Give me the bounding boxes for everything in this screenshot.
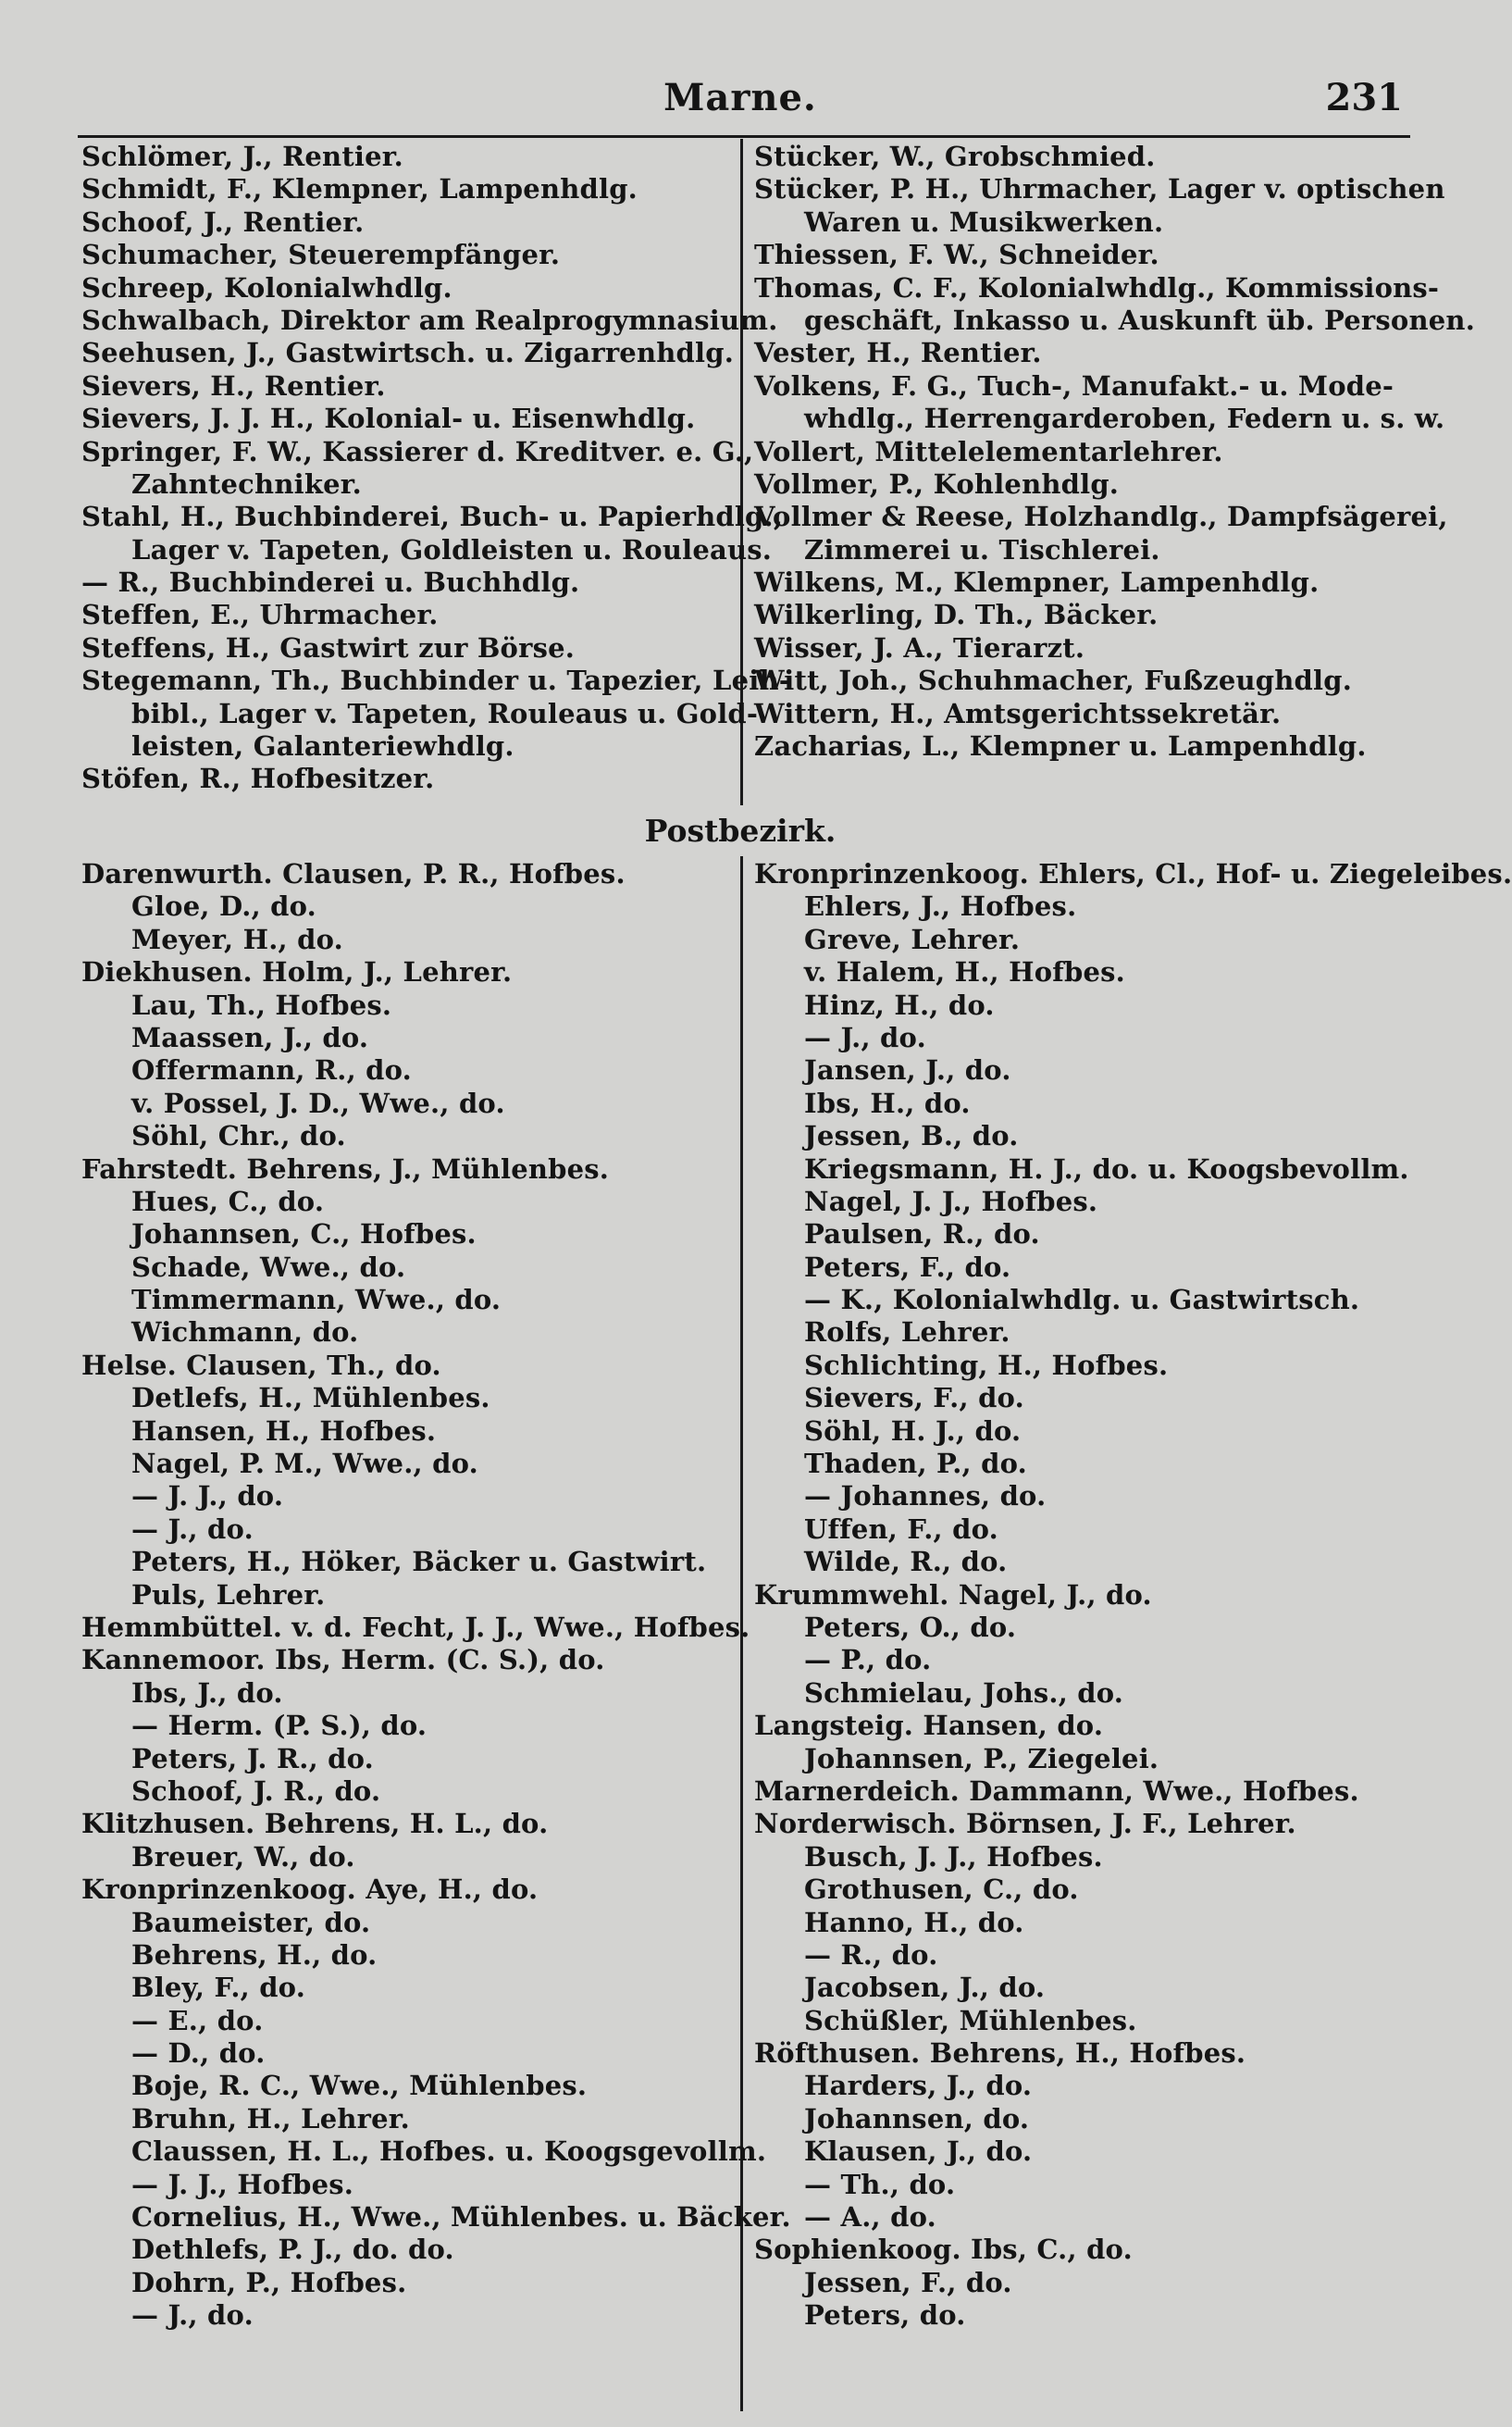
directory-entry: Schwalbach, Direktor am Realprogymnasium.	[81, 304, 778, 336]
directory-entry: — Herm. (P. S.), do.	[131, 1710, 428, 1742]
directory-entry: Stahl, H., Buchbinderei, Buch- u. Papierhdlg.,	[81, 501, 784, 533]
directory-entry: Fahrstedt. Behrens, J., Mühlenbes.	[81, 1152, 610, 1185]
entries-bottom-right	[754, 858, 1512, 2333]
directory-entry: — K., Kolonialwhdlg. u. Gastwirtsch.	[804, 1284, 1360, 1316]
directory-entry: v. Halem, H., Hofbes.	[804, 956, 1125, 989]
directory-entry: Puls, Lehrer.	[131, 1578, 326, 1611]
directory-entry: Schmielau, Johs., do.	[804, 1676, 1124, 1709]
directory-entry: Söhl, H. J., do.	[804, 1414, 1022, 1447]
directory-entry: v. Possel, J. D., Wwe., do.	[131, 1087, 505, 1119]
directory-entry: bibl., Lager v. Tapeten, Rouleaus u. Gold-	[131, 697, 759, 729]
directory-entry: Wilkens, M., Klempner, Lampenhdlg.	[754, 566, 1320, 599]
directory-entry: Peters, F., do.	[804, 1251, 1011, 1283]
directory-entry: Johannsen, P., Ziegelei.	[804, 1742, 1159, 1774]
directory-entry: Röfthusen. Behrens, H., Hofbes.	[754, 2037, 1246, 2070]
directory-entry: Greve, Lehrer.	[804, 923, 1021, 955]
entries-bottom-left	[81, 858, 791, 2333]
directory-entry: Wittern, H., Amtsgerichtssekretär.	[754, 697, 1282, 729]
directory-entry: Zacharias, L., Klempner u. Lampenhdlg.	[754, 730, 1367, 763]
directory-entry: Kronprinzenkoog. Ehlers, Cl., Hof- u. Ziegeleibes.	[754, 858, 1512, 890]
directory-entry: Vollert, Mittelelementarlehrer.	[754, 435, 1223, 467]
directory-entry: Wilde, R., do.	[804, 1546, 1008, 1578]
directory-entry: Zimmerei u. Tischlerei.	[804, 533, 1160, 566]
directory-entry: Hues, C., do.	[131, 1185, 325, 1217]
directory-entry: Zahntechniker.	[131, 467, 362, 500]
directory-entry: Offermann, R., do.	[131, 1054, 412, 1087]
directory-entry: Vollmer & Reese, Holzhandlg., Dampfsägerei,	[754, 501, 1448, 533]
directory-entry: Breuer, W., do.	[131, 1840, 355, 1873]
directory-entry: Schmidt, F., Klempner, Lampenhdlg.	[81, 173, 638, 205]
directory-entry: — R., do.	[804, 1938, 938, 1971]
directory-entry: Krummwehl. Nagel, J., do.	[754, 1578, 1152, 1611]
directory-entry: Seehusen, J., Gastwirtsch. u. Zigarrenhdlg.	[81, 337, 734, 369]
directory-entry: Marnerdeich. Dammann, Wwe., Hofbes.	[754, 1774, 1359, 1807]
page-title: Marne.	[663, 76, 817, 119]
entries-top-left	[81, 141, 791, 796]
directory-entry: Jacobsen, J., do.	[804, 1972, 1046, 2004]
directory-entry: Volkens, F. G., Tuch-, Manufakt.- u. Mode-	[754, 369, 1394, 402]
directory-entry: Baumeister, do.	[131, 1906, 371, 1938]
directory-entry: Kronprinzenkoog. Aye, H., do.	[81, 1873, 539, 1906]
directory-entry: Jansen, J., do.	[804, 1054, 1011, 1087]
directory-entry: Langsteig. Hansen, do.	[754, 1710, 1104, 1742]
directory-entry: Rolfs, Lehrer.	[804, 1316, 1010, 1349]
directory-entry: whdlg., Herrengarderoben, Federn u. s. w.	[804, 403, 1445, 435]
directory-entry: Ehlers, J., Hofbes.	[804, 890, 1077, 923]
directory-entry: Schüßler, Mühlenbes.	[804, 2004, 1137, 2036]
directory-entry: Nagel, P. M., Wwe., do.	[131, 1448, 478, 1480]
directory-entry: Norderwisch. Börnsen, J. F., Lehrer.	[754, 1808, 1296, 1840]
directory-entry: Schoof, J. R., do.	[131, 1774, 381, 1807]
directory-entry: Darenwurth. Clausen, P. R., Hofbes.	[81, 858, 626, 890]
directory-entry: geschäft, Inkasso u. Auskunft üb. Personen.	[804, 304, 1475, 336]
directory-entry: Thomas, C. F., Kolonialwhdlg., Kommissions-	[754, 271, 1440, 304]
section-title: Postbezirk.	[644, 813, 837, 849]
directory-entry: Nagel, J. J., Hofbes.	[804, 1185, 1098, 1217]
directory-entry: Ibs, H., do.	[804, 1087, 971, 1119]
directory-entry: Schade, Wwe., do.	[131, 1251, 406, 1283]
directory-entry: — A., do.	[804, 2201, 936, 2234]
directory-entry: Stöfen, R., Hofbesitzer.	[81, 763, 435, 795]
directory-entry: Grothusen, C., do.	[804, 1873, 1079, 1906]
directory-entry: Sophienkoog. Ibs, C., do.	[754, 2234, 1133, 2266]
directory-entry: Peters, J. R., do.	[131, 1742, 374, 1774]
directory-entry: Timmermann, Wwe., do.	[131, 1284, 502, 1316]
directory-entry: Thiessen, F. W., Schneider.	[754, 239, 1159, 271]
directory-entry: Harders, J., do.	[804, 2070, 1033, 2102]
directory-entry: Klausen, J., do.	[804, 2135, 1033, 2168]
page-header	[0, 76, 1481, 131]
directory-entry: Schlömer, J., Rentier.	[81, 141, 403, 172]
directory-entry: Springer, F. W., Kassierer d. Kreditver. e. G.,	[81, 435, 754, 467]
directory-entry: — Johannes, do.	[804, 1480, 1047, 1512]
directory-entry: Steffen, E., Uhrmacher.	[81, 599, 439, 631]
directory-entry: Lager v. Tapeten, Goldleisten u. Rouleaus.	[131, 533, 773, 566]
page-number: 231	[1325, 76, 1403, 119]
directory-entry: Maassen, J., do.	[131, 1021, 369, 1053]
directory-entry: Dethlefs, P. J., do. do.	[131, 2234, 454, 2266]
directory-entry: Ibs, J., do.	[131, 1676, 283, 1709]
directory-entry: Detlefs, H., Mühlenbes.	[131, 1382, 490, 1414]
directory-entry: — P., do.	[804, 1644, 932, 1676]
directory-entry: — J., do.	[804, 1021, 926, 1053]
directory-entry: Johannsen, do.	[804, 2102, 1030, 2135]
directory-entry: Vester, H., Rentier.	[754, 337, 1042, 369]
directory-entry: Peters, H., Höker, Bäcker u. Gastwirt.	[131, 1546, 707, 1578]
directory-entry: Hemmbüttel. v. d. Fecht, J. J., Wwe., Hofbes.	[81, 1611, 750, 1643]
directory-entry: Behrens, H., do.	[131, 1938, 378, 1971]
directory-entry: — E., do.	[131, 2004, 264, 2036]
directory-entry: Bley, F., do.	[131, 1972, 306, 2004]
directory-entry: Cornelius, H., Wwe., Mühlenbes. u. Bäcker.	[131, 2201, 791, 2234]
directory-entry: Lau, Th., Hofbes.	[131, 989, 392, 1021]
directory-entry: Boje, R. C., Wwe., Mühlenbes.	[131, 2070, 588, 2102]
directory-entry: Schoof, J., Rentier.	[81, 205, 365, 238]
directory-entry: — J., do.	[131, 1512, 254, 1545]
directory-entry: Johannsen, C., Hofbes.	[131, 1218, 477, 1251]
directory-entry: Söhl, Chr., do.	[131, 1120, 346, 1152]
directory-entry: Schlichting, H., Hofbes.	[804, 1349, 1169, 1381]
directory-entry: Uffen, F., do.	[804, 1512, 998, 1545]
directory-entry: Gloe, D., do.	[131, 890, 316, 923]
directory-entry: — J. J., do.	[131, 1480, 284, 1512]
directory-entry: Hansen, H., Hofbes.	[131, 1414, 437, 1447]
directory-entry: Sievers, J. J. H., Kolonial- u. Eisenwhdlg.	[81, 403, 696, 435]
directory-entry: Steffens, H., Gastwirt zur Börse.	[81, 631, 576, 664]
directory-entry: Wichmann, do.	[131, 1316, 359, 1349]
directory-entry: Peters, O., do.	[804, 1611, 1017, 1643]
directory-entry: leisten, Galanteriewhdlg.	[131, 730, 514, 763]
directory-entry: Wilkerling, D. Th., Bäcker.	[754, 599, 1159, 631]
directory-entry: Bruhn, H., Lehrer.	[131, 2102, 410, 2135]
directory-entry: Kannemoor. Ibs, Herm. (C. S.), do.	[81, 1644, 605, 1676]
directory-entry: Stücker, W., Grobschmied.	[754, 141, 1156, 172]
directory-entry: — Th., do.	[804, 2168, 956, 2200]
directory-entry: Jessen, B., do.	[804, 1120, 1019, 1152]
directory-entry: Sievers, H., Rentier.	[81, 369, 386, 402]
directory-entry: Dohrn, P., Hofbes.	[131, 2266, 407, 2298]
directory-entry: Waren u. Musikwerken.	[804, 205, 1164, 238]
directory-entry: Klitzhusen. Behrens, H. L., do.	[81, 1808, 549, 1840]
directory-entry: Wisser, J. A., Tierarzt.	[754, 631, 1085, 664]
directory-entry: — J., do.	[131, 2299, 254, 2332]
directory-entry: Hinz, H., do.	[804, 989, 995, 1021]
directory-entry: Paulsen, R., do.	[804, 1218, 1040, 1251]
directory-entry: Schumacher, Steuerempfänger.	[81, 239, 561, 271]
directory-entry: Helse. Clausen, Th., do.	[81, 1349, 441, 1381]
directory-entry: — J. J., Hofbes.	[131, 2168, 354, 2200]
directory-entry: Diekhusen. Holm, J., Lehrer.	[81, 956, 513, 989]
directory-entry: Schreep, Kolonialwhdlg.	[81, 271, 452, 304]
directory-entry: Witt, Joh., Schuhmacher, Fußzeughdlg.	[754, 665, 1353, 697]
directory-entry: Claussen, H. L., Hofbes. u. Koogsgevollm.	[131, 2135, 767, 2168]
directory-entry: Stücker, P. H., Uhrmacher, Lager v. optischen	[754, 173, 1445, 205]
header-rule	[78, 135, 1410, 138]
directory-entry: — D., do.	[131, 2037, 266, 2070]
directory-entry: Stegemann, Th., Buchbinder u. Tapezier, Leih-	[81, 665, 791, 697]
directory-entry: Jessen, F., do.	[804, 2266, 1012, 2298]
entries-top-right	[754, 141, 1475, 763]
directory-entry: Hanno, H., do.	[804, 1906, 1024, 1938]
directory-entry: Sievers, F., do.	[804, 1382, 1024, 1414]
directory-entry: Peters, do.	[804, 2299, 966, 2332]
directory-entry: Busch, J. J., Hofbes.	[804, 1840, 1103, 1873]
directory-entry: Vollmer, P., Kohlenhdlg.	[754, 467, 1120, 500]
directory-entry: Kriegsmann, H. J., do. u. Koogsbevollm.	[804, 1152, 1409, 1185]
directory-entry: Meyer, H., do.	[131, 923, 343, 955]
directory-entry: — R., Buchbinderei u. Buchhdlg.	[81, 566, 580, 599]
directory-entry: Thaden, P., do.	[804, 1448, 1027, 1480]
